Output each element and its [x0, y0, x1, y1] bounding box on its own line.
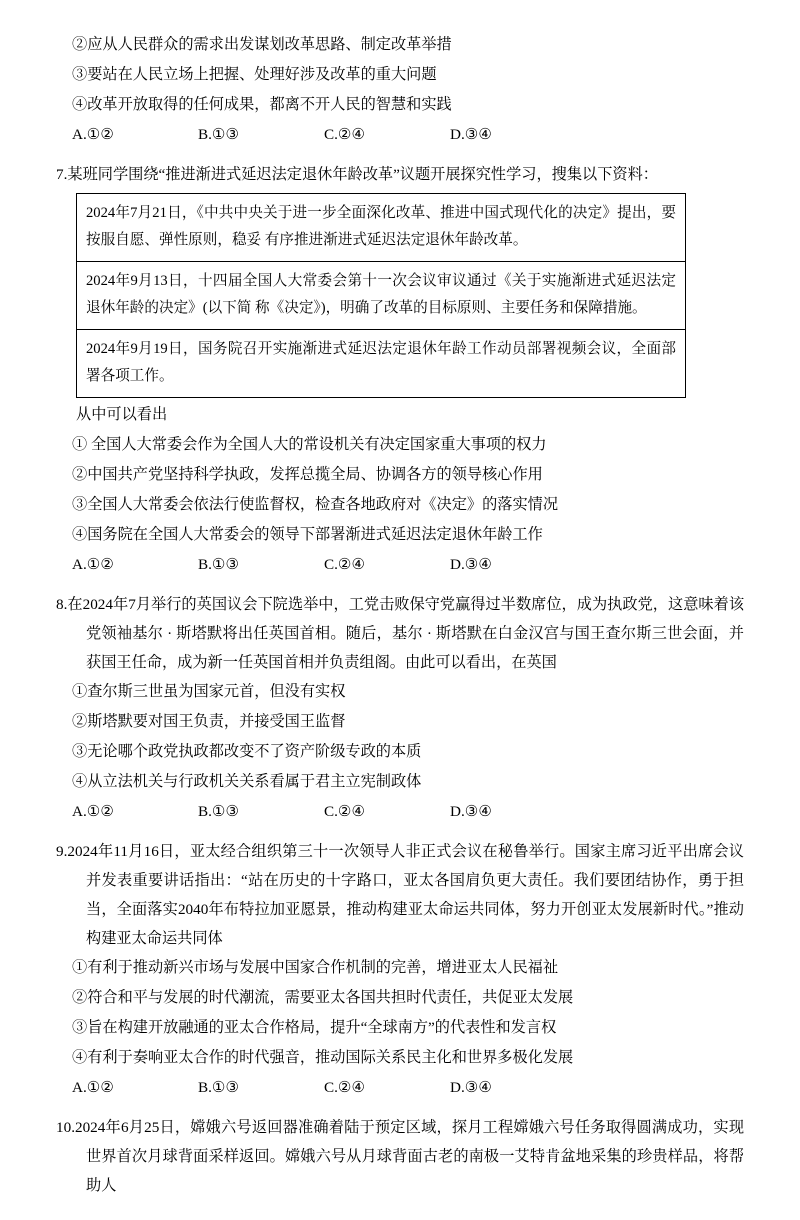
option-d: D.③④ [450, 1079, 492, 1096]
question-9 [56, 837, 744, 1103]
option-c: C.②④ [324, 803, 366, 820]
item-line: ① 全国人大常委会作为全国人大的常设机关有决定国家重大事项的权力 [72, 436, 547, 453]
option-b: B.①③ [198, 1079, 240, 1096]
question-7 [56, 160, 744, 580]
item-line: ③无论哪个政党执政都改变不了资产阶级专政的本质 [72, 743, 422, 760]
item-line: ④改革开放取得的任何成果，都离不开人民的智慧和实践 [72, 96, 452, 113]
question-10 [56, 1113, 744, 1200]
option-c: C.②④ [324, 126, 366, 143]
item-line: ④从立法机关与行政机关关系看属于君主立宪制政体 [72, 773, 422, 790]
answer-options [56, 550, 744, 580]
option-c: C.②④ [324, 556, 366, 573]
item-line: ③全国人大常委会依法行使监督权，检查各地政府对《决定》的落实情况 [72, 496, 558, 513]
item-line: ③旨在构建开放融通的亚太合作格局，提升“全球南方”的代表性和发言权 [72, 1019, 557, 1036]
material-row: 2024年9月19日，国务院召开实施渐进式延迟法定退休年龄工作动员部署视频会议，全面部署各项工作。 [86, 341, 676, 384]
item-line: ①有利于推动新兴市场与发展中国家合作机制的完善，增进亚太人民福祉 [72, 959, 558, 976]
question-number: 7. [56, 166, 68, 183]
item-line: ②符合和平与发展的时代潮流，需要亚太各国共担时代责任，共促亚太发展 [72, 989, 574, 1006]
option-a: A.①② [72, 556, 114, 573]
question-8 [56, 590, 744, 827]
option-b: B.①③ [198, 803, 240, 820]
answer-options [56, 120, 744, 150]
option-b: B.①③ [198, 126, 240, 143]
question-number: 9. [56, 843, 68, 860]
option-a: A.①② [72, 803, 114, 820]
material-row: 2024年7月21日，《中共中央关于进一步全面深化改革、推进中国式现代化的决定》提出，要按服自愿、弹性原则，稳妥 有序推进渐进式延迟法定退休年龄改革。 [77, 194, 685, 262]
option-d: D.③④ [450, 556, 492, 573]
answer-options [56, 797, 744, 827]
question-number: 8. [56, 596, 68, 613]
question-stem: 7.某班同学围绕“推进渐进式延迟法定退休年龄改革”议题开展探究性学习，搜集以下资料： [56, 166, 658, 183]
item-line: ②应从人民群众的需求出发谋划改革思路、制定改革举措 [72, 36, 452, 53]
continuation-items [56, 30, 744, 150]
answer-options [56, 1073, 744, 1103]
option-a: A.①② [72, 126, 114, 143]
material-box [76, 193, 686, 398]
option-a: A.①② [72, 1079, 114, 1096]
item-line: ②斯塔默要对国王负责，并接受国王监督 [72, 713, 346, 730]
option-b: B.①③ [198, 556, 240, 573]
question-stem: 10.2024年6月25日，嫦娥六号返回器准确着陆于预定区域，探月工程嫦娥六号任务取得圆满成功，实现世界首次月球背面采样返回。嫦娥六号从月球背面古老的南极一艾特肯盆地采集的珍贵样品，将帮助人 [56, 1119, 744, 1194]
item-line: ①查尔斯三世虽为国家元首，但没有实权 [72, 683, 346, 700]
material-row: 2024年9月13日，十四届全国人大常委会第十一次会议审议通过《关于实施渐进式延迟法定退休年龄的决定》(以下简 称《决定》)，明确了改革的目标原则、主要任务和保障措施。 [77, 262, 685, 330]
option-d: D.③④ [450, 803, 492, 820]
item-line: ④有利于奏响亚太合作的时代强音，推动国际关系民主化和世界多极化发展 [72, 1049, 574, 1066]
item-line: ③要站在人民立场上把握、处理好涉及改革的重大问题 [72, 66, 437, 83]
question-stem: 9.2024年11月16日，亚太经合组织第三十一次领导人非正式会议在秘鲁举行。国家主席习近平出席会议并发表重要讲话指出：“站在历史的十字路口，亚太各国肩负更大责任。我们要团结协作，勇于担当，全面落实2040年布特拉加亚愿景，推动构建亚太命运共同体，努力开创亚太发展新时代。”推动构建亚太命运共同体 [56, 843, 744, 947]
item-line: ④国务院在全国人大常委会的领导下部署渐进式延迟法定退休年龄工作 [72, 526, 543, 543]
question-number: 10. [56, 1119, 75, 1136]
option-c: C.②④ [324, 1079, 366, 1096]
material-lead: 从中可以看出 [76, 406, 168, 423]
question-stem: 8.在2024年7月举行的英国议会下院选举中，工党击败保守党赢得过半数席位，成为执政党，这意味着该党领袖基尔 · 斯塔默将出任英国首相。随后，基尔 · 斯塔默在白金汉宫与国王查尔斯三世会面，并获国王任命，成为新一任英国首相并负责组阁。由此可以看出，在英国 [56, 596, 744, 671]
item-line: ②中国共产党坚持科学执政，发挥总揽全局、协调各方的领导核心作用 [72, 466, 543, 483]
option-d: D.③④ [450, 126, 492, 143]
